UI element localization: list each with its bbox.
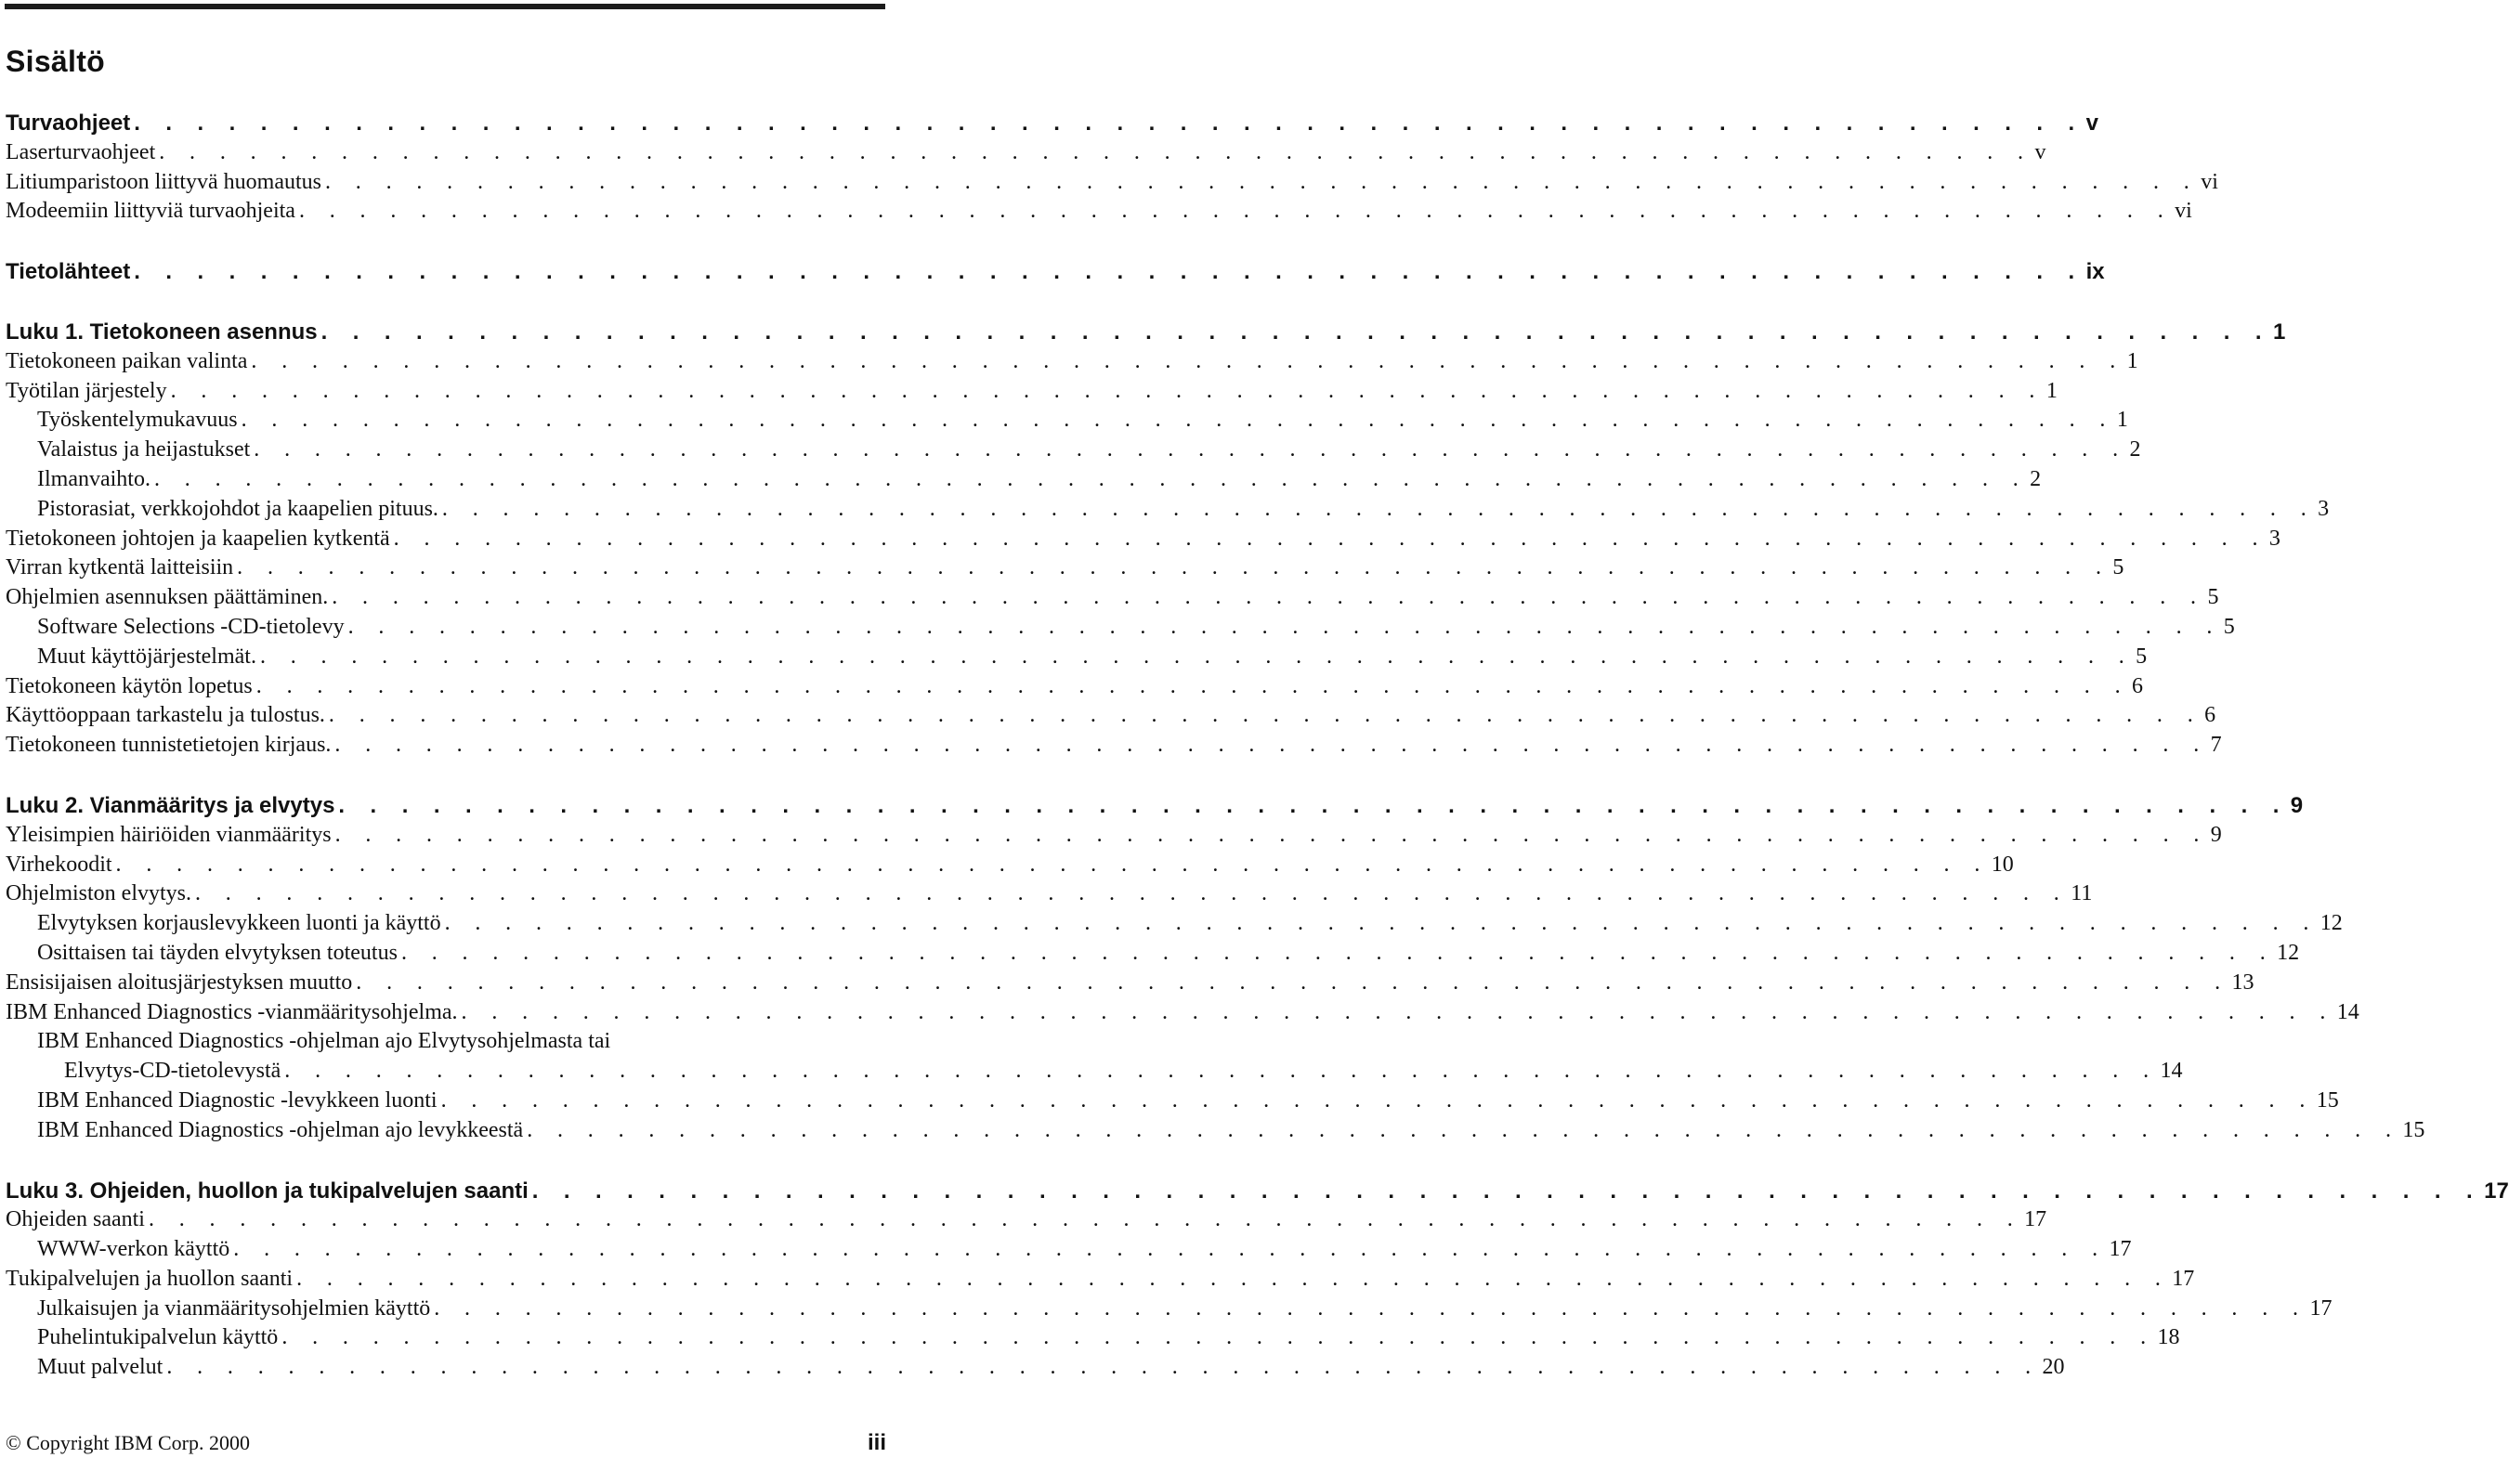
toc-entry[interactable] (6, 851, 2014, 880)
toc-entry-title: Valaistus ja heijastukset (37, 437, 251, 462)
toc-heading-entry[interactable] (6, 1177, 2509, 1206)
toc-entry-title: Laserturvaohjeet (6, 139, 156, 164)
toc-page-number: 14 (2336, 999, 2359, 1024)
toc-page-number: 9 (2290, 792, 2304, 818)
dot-leader: . . . . . . . . . . . . . . . . . . . . . . . . . . . . . . . . . . . . . . . . . . . . . . . . . . . . . . . . . . . . . . (461, 999, 2335, 1024)
toc-page-number: 5 (2136, 644, 2148, 669)
toc-entry[interactable] (6, 939, 2300, 969)
toc-entry[interactable] (6, 1205, 2047, 1235)
copyright-notice: © Copyright IBM Corp. 2000 (6, 1431, 251, 1454)
toc-entry[interactable] (6, 1295, 2333, 1324)
toc-entry[interactable] (6, 909, 2343, 939)
toc-page-number: 18 (2157, 1325, 2180, 1350)
toc-page-number: 3 (2318, 496, 2330, 521)
toc-section (6, 1177, 2509, 1384)
page-footer (6, 1430, 886, 1456)
toc-page-number: 9 (2210, 822, 2222, 847)
toc-entry-title: Elvytyksen korjauslevykkeen luonti ja käyttö (37, 911, 441, 936)
dot-leader: . . . . . . . . . . . . . . . . . . . . . . . . . . . . . . . . . . . . . . . . . . . . . . . . . . . . . . . . . . . . . . (115, 852, 1990, 877)
dot-leader: . . . . . . . . . . . . . . . . . . . . . . . . . . . . . . . . . . . . . . . . . . . . . . . . . . . . . . . . . . . . . . (527, 1117, 2401, 1142)
toc-entry[interactable] (6, 436, 2141, 465)
toc-heading-entry[interactable] (6, 109, 2098, 138)
toc-entry[interactable] (6, 1265, 2195, 1295)
toc-entry[interactable] (6, 643, 2148, 672)
dot-leader: . . . . . . . . . . . . . . . . . . . . . . . . . . . . . . . . . . . . . . . . . . . . . . . . . . . . . . . . . . . . . . (241, 408, 2115, 433)
page-title: Sisältö (6, 45, 106, 78)
toc-entry-title: Modeemiin liittyviä turvaohjeita (6, 199, 295, 224)
toc-entry[interactable] (6, 495, 2330, 525)
toc-entry[interactable] (6, 969, 2254, 998)
toc-entry[interactable] (6, 168, 2218, 198)
toc-page-number: 10 (1991, 852, 2014, 877)
dot-leader: . . . . . . . . . . . . . . . . . . . . . . . . . . . . . . . . . . . . . . . . . . . . . . . . . . . . . . . . . . . . . . (153, 466, 2029, 491)
toc-page-number: 11 (2071, 881, 2093, 906)
dot-leader: . . . . . . . . . . . . . . . . . . . . . . . . . . . . . . . . . . . . . . . . . . . . . . . . . . . . . . . . . . . . . . (134, 111, 2084, 136)
dot-leader: . . . . . . . . . . . . . . . . . . . . . . . . . . . . . . . . . . . . . . . . . . . . . . . . . . . . . . . . . . . . . . (254, 437, 2128, 462)
toc-heading-entry[interactable] (6, 791, 2304, 821)
toc-entry-title: Turvaohjeet (6, 111, 131, 136)
toc-entry-title: Software Selections -CD-tietolevy (37, 614, 345, 639)
toc-entry-title: Julkaisujen ja vianmääritysohjelmien käyttö (37, 1295, 431, 1321)
toc-page-number: 1 (2126, 348, 2138, 373)
toc-entry-title: Tietolähteet (6, 259, 131, 285)
toc-page-number: 6 (2131, 673, 2143, 698)
toc-entry-title: Muut palvelut (37, 1355, 163, 1380)
toc-page-number: 1 (2273, 319, 2286, 345)
toc-page-number: 5 (2223, 614, 2235, 639)
dot-leader: . . . . . . . . . . . . . . . . . . . . . . . . . . . . . . . . . . . . . . . . . . . . . . . . . . . . . . . . . . . . . . (444, 911, 2319, 936)
toc-entry-title: Elvytys-CD-tietolevystä (64, 1059, 281, 1084)
toc-entry[interactable] (6, 731, 2222, 761)
toc-entry-title: Muut käyttöjärjestelmät. (37, 644, 256, 669)
toc-page-number: 17 (2024, 1207, 2047, 1232)
toc-entry[interactable] (6, 1116, 2425, 1146)
dot-leader: . . . . . . . . . . . . . . . . . . . . . . . . . . . . . . . . . . . . . . . . . . . . . . . . . . . . . . . . . . . . . . (440, 1087, 2315, 1113)
toc-entry-title: Työtilan järjestely (6, 378, 167, 403)
toc-entry-title: Työskentelymukavuus (37, 408, 238, 433)
toc-entry[interactable] (6, 583, 2219, 613)
toc-page-number: 14 (2160, 1059, 2183, 1084)
toc-entry-title: Käyttöoppaan tarkastelu ja tulostus. (6, 703, 325, 728)
toc-entry-title: Luku 2. Vianmääritys ja elvytys (6, 792, 335, 818)
toc-page-number: 12 (2277, 940, 2300, 965)
dot-leader: . . . . . . . . . . . . . . . . . . . . . . . . . . . . . . . . . . . . . . . . . . . . . . . . . . . . . . . . . . . . . . (251, 348, 2125, 373)
dot-leader: . . . . . . . . . . . . . . . . . . . . . . . . . . . . . . . . . . . . . . . . . . . . . . . . . . . . . . . . . . . . . . (284, 1059, 2159, 1084)
toc-entry-title: IBM Enhanced Diagnostic -levykkeen luonti (37, 1087, 438, 1113)
toc-entry[interactable] (6, 1235, 2132, 1265)
toc-page-number: vi (2201, 169, 2218, 194)
toc-entry-title: Virran kytkentä laitteisiin (6, 555, 234, 580)
toc-page-number: 17 (2309, 1295, 2333, 1321)
toc-heading-entry[interactable] (6, 257, 2105, 287)
toc-entry-title: IBM Enhanced Diagnostics -vianmääritysohjelma. (6, 999, 458, 1024)
toc-entry-title: Yleisimpien häiriöiden vianmääritys (6, 822, 332, 847)
toc-entry[interactable] (6, 613, 2235, 643)
page-number: iii (867, 1430, 886, 1455)
toc-page-number: vi (2175, 199, 2192, 224)
dot-leader: . . . . . . . . . . . . . . . . . . . . . . . . . . . . . . . . . . . . . . . . . . . . . . . . . . . . . . . . . . . . . . (134, 259, 2084, 285)
dot-leader: . . . . . . . . . . . . . . . . . . . . . . . . . . . . . . . . . . . . . . . . . . . . . . . . . . . . . . . . . . . . . . (320, 319, 2271, 345)
toc-entry[interactable] (6, 377, 2058, 407)
dot-leader: . . . . . . . . . . . . . . . . . . . . . . . . . . . . . . . . . . . . . . . . . . . . . . . . . . . . . . . . . . . . . . (332, 585, 2206, 610)
dot-leader: . . . . . . . . . . . . . . . . . . . . . . . . . . . . . . . . . . . . . . . . . . . . . . . . . . . . . . . . . . . . . . (334, 822, 2209, 847)
dot-leader: . . . . . . . . . . . . . . . . . . . . . . . . . . . . . . . . . . . . . . . . . . . . . . . . . . . . . . . . . . . . . . (441, 496, 2317, 521)
toc-page-number: 5 (2207, 585, 2219, 610)
toc-section (6, 318, 2330, 761)
toc-page-number: 2 (2030, 466, 2042, 491)
dot-leader: . . . . . . . . . . . . . . . . . . . . . . . . . . . . . . . . . . . . . . . . . . . . . . . . . . . . . . . . . . . . . . (334, 733, 2209, 758)
toc-entry-title: Ohjeiden saanti (6, 1207, 145, 1232)
dot-leader: . . . . . . . . . . . . . . . . . . . . . . . . . . . . . . . . . . . . . . . . . . . . . . . . . . . . . . . . . . . . . . (255, 673, 2130, 698)
toc-entry[interactable] (6, 1027, 886, 1057)
toc-entry-title: Ensisijaisen aloitusjärjestyksen muutto (6, 970, 353, 995)
dot-leader: . . . . . . . . . . . . . . . . . . . . . . . . . . . . . . . . . . . . . . . . . . . . . . . . . . . . . . . . . . . . . . (400, 940, 2276, 965)
toc-entry-title: Tukipalvelujen ja huollon saanti (6, 1266, 294, 1291)
toc-page-number: v (2085, 111, 2098, 136)
dot-leader: . . . . . . . . . . . . . . . . . . . . . . . . . . . . . . . . . . . . . . . . . . . . . . . . . . . . . . . . . . . . . . (259, 644, 2135, 669)
toc-entry[interactable] (6, 672, 2143, 702)
toc-page-number: 1 (2116, 408, 2128, 433)
toc-entry-continuation[interactable] (6, 1057, 2183, 1087)
dot-leader: . . . . . . . . . . . . . . . . . . . . . . . . . . . . . . . . . . . . . . . . . . . . . . . . . . . . . . . . . . . . . . (296, 1266, 2171, 1291)
toc-entry-title: Luku 3. Ohjeiden, huollon ja tukipalvelujen saanti (6, 1178, 529, 1204)
toc-entry-title: Tietokoneen paikan valinta (6, 348, 248, 373)
toc-entry-title: IBM Enhanced Diagnostics -ohjelman ajo Elvytysohjelmasta tai (37, 1029, 611, 1054)
toc-page-number: 7 (2210, 733, 2222, 758)
dot-leader: . . . . . . . . . . . . . . . . . . . . . . . . . . . . . . . . . . . . . . . . . . . . . . . . . . . . . . . . . . . . . . (393, 526, 2267, 551)
top-rule (5, 4, 885, 9)
toc-entry[interactable] (6, 406, 2128, 436)
toc-entry[interactable] (6, 197, 2192, 227)
toc-page-number: 20 (2042, 1355, 2065, 1380)
toc-entry-title: Ilmanvaihto. (37, 466, 150, 491)
toc-entry[interactable] (6, 1323, 2180, 1353)
toc-section (6, 257, 2105, 287)
dot-leader: . . . . . . . . . . . . . . . . . . . . . . . . . . . . . . . . . . . . . . . . . . . . . . . . . . . . . . . . . . . . . . (281, 1325, 2156, 1350)
toc-entry-title: IBM Enhanced Diagnostics -ohjelman ajo levykkeestä (37, 1117, 524, 1142)
toc-page-number: 17 (2484, 1178, 2509, 1204)
toc-page-number: 5 (2112, 555, 2124, 580)
toc-page-number: 15 (2402, 1117, 2425, 1142)
toc-entry[interactable] (6, 553, 2124, 583)
dot-leader: . . . . . . . . . . . . . . . . . . . . . . . . . . . . . . . . . . . . . . . . . . . . . . . . . . . . . . . . . . . . . . (328, 703, 2203, 728)
dot-leader: . . . . . . . . . . . . . . . . . . . . . . . . . . . . . . . . . . . . . . . . . . . . . . . . . . . . . . . . . . . . . . (170, 378, 2045, 403)
dot-leader: . . . . . . . . . . . . . . . . . . . . . . . . . . . . . . . . . . . . . . . . . . . . . . . . . . . . . . . . . . . . . . (347, 614, 2222, 639)
toc-entry[interactable] (6, 998, 2359, 1028)
toc-entry-title: Tietokoneen tunnistetietojen kirjaus. (6, 733, 332, 758)
dot-leader: . . . . . . . . . . . . . . . . . . . . . . . . . . . . . . . . . . . . . . . . . . . . . . . . . . . . . . . . . . . . . . (233, 1237, 2108, 1262)
toc-section (6, 109, 2218, 227)
toc-entry-title: Osittaisen tai täyden elvytyksen toteutus (37, 940, 398, 965)
toc-entry[interactable] (6, 465, 2042, 495)
toc-entry-title: Puhelintukipalvelun käyttö (37, 1325, 279, 1350)
toc-page-number: ix (2085, 259, 2105, 285)
toc-entry[interactable] (6, 525, 2280, 554)
dot-leader: . . . . . . . . . . . . . . . . . . . . . . . . . . . . . . . . . . . . . . . . . . . . . . . . . . . . . . . . . . . . . . (324, 169, 2200, 194)
toc-entry[interactable] (6, 879, 2093, 909)
dot-leader: . . . . . . . . . . . . . . . . . . . . . . . . . . . . . . . . . . . . . . . . . . . . . . . . . . . . . . . . . . . . . . (298, 199, 2174, 224)
toc-entry[interactable] (6, 701, 2216, 731)
toc-entry-title: Ohjelmiston elvytys. (6, 881, 191, 906)
table-of-contents (6, 109, 2509, 1383)
toc-page-number: 17 (2172, 1266, 2195, 1291)
toc-page-number: 13 (2231, 970, 2254, 995)
toc-entry-title: Luku 1. Tietokoneen asennus (6, 319, 318, 345)
toc-entry-title: Tietokoneen johtojen ja kaapelien kytkentä (6, 526, 390, 551)
dot-leader: . . . . . . . . . . . . . . . . . . . . . . . . . . . . . . . . . . . . . . . . . . . . . . . . . . . . . . . . . . . . . . (148, 1207, 2023, 1232)
toc-entry[interactable] (6, 1087, 2339, 1116)
toc-page-number: 17 (2109, 1237, 2132, 1262)
toc-entry-title: Pistorasiat, verkkojohdot ja kaapelien pituus. (37, 496, 438, 521)
toc-page-number: 3 (2268, 526, 2280, 551)
toc-entry[interactable] (6, 138, 2046, 168)
toc-entry-title: Tietokoneen käytön lopetus (6, 673, 253, 698)
toc-entry[interactable] (6, 347, 2138, 377)
toc-section (6, 791, 2425, 1146)
toc-entry-title: WWW-verkon käyttö (37, 1237, 230, 1262)
dot-leader: . . . . . . . . . . . . . . . . . . . . . . . . . . . . . . . . . . . . . . . . . . . . . . . . . . . . . . . . . . . . . . (338, 792, 2289, 818)
toc-entry[interactable] (6, 1353, 2065, 1383)
toc-page-number: 15 (2316, 1087, 2339, 1113)
dot-leader: . . . . . . . . . . . . . . . . . . . . . . . . . . . . . . . . . . . . . . . . . . . . . . . . . . . . . . . . . . . . . . (195, 881, 2070, 906)
toc-page-number: 12 (2320, 911, 2343, 936)
toc-entry-title: Litiumparistoon liittyvä huomautus (6, 169, 321, 194)
dot-leader: . . . . . . . . . . . . . . . . . . . . . . . . . . . . . . . . . . . . . . . . . . . . . . . . . . . . . . . . . . . . . . (434, 1295, 2308, 1321)
dot-leader: . . . . . . . . . . . . . . . . . . . . . . . . . . . . . . . . . . . . . . . . . . . . . . . . . . . . . . . . . . . . . . (237, 555, 2111, 580)
toc-page-number: v (2034, 139, 2046, 164)
toc-entry-title: Virhekoodit (6, 852, 112, 877)
toc-page-number: 1 (2045, 378, 2058, 403)
dot-leader: . . . . . . . . . . . . . . . . . . . . . . . . . . . . . . . . . . . . . . . . . . . . . . . . . . . . . . . . . . . . . . (356, 970, 2230, 995)
dot-leader: . . . . . . . . . . . . . . . . . . . . . . . . . . . . . . . . . . . . . . . . . . . . . . . . . . . . . . . . . . . . . . (531, 1178, 2483, 1204)
toc-entry-title: Ohjelmien asennuksen päättäminen. (6, 585, 329, 610)
dot-leader: . . . . . . . . . . . . . . . . . . . . . . . . . . . . . . . . . . . . . . . . . . . . . . . . . . . . . . . . . . . . . . (159, 139, 2033, 164)
toc-heading-entry[interactable] (6, 318, 2286, 347)
toc-entry[interactable] (6, 821, 2222, 851)
toc-page-number: 6 (2204, 703, 2216, 728)
toc-page-number: 2 (2129, 437, 2141, 462)
dot-leader: . . . . . . . . . . . . . . . . . . . . . . . . . . . . . . . . . . . . . . . . . . . . . . . . . . . . . . . . . . . . . . (166, 1355, 2041, 1380)
